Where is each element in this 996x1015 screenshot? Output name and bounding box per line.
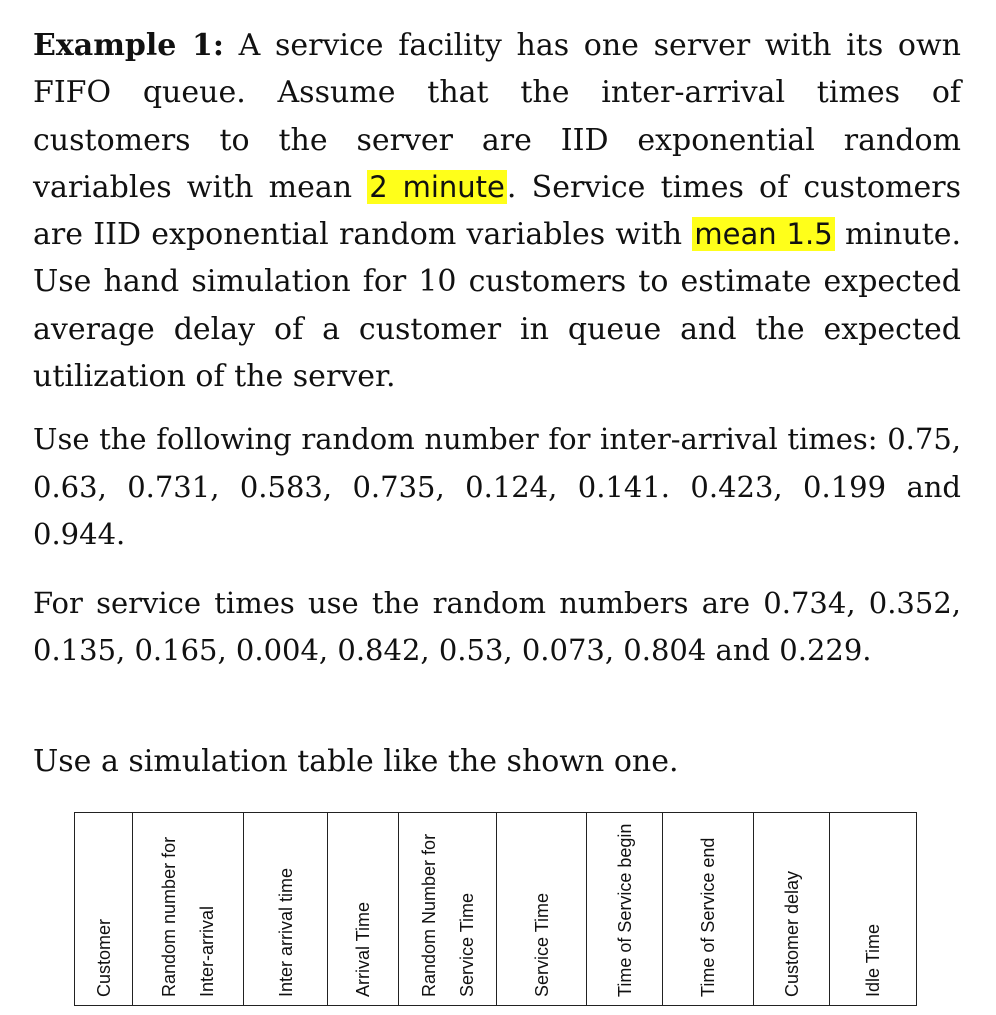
col-label: Arrival Time xyxy=(353,901,373,997)
col-interarrival-time xyxy=(244,813,328,1006)
col-label: Time of Service begin xyxy=(614,823,635,997)
highlight-service-mean: mean 1.5 xyxy=(694,217,833,252)
highlight-interarrival-mean: 2 minute xyxy=(369,169,505,204)
col-service-time xyxy=(497,813,587,1006)
col-arrival-time xyxy=(328,813,399,1006)
col-label: Random number for Inter-arrival xyxy=(159,836,217,997)
col-label: Time of Service end xyxy=(698,837,718,997)
col-label: Customer xyxy=(93,918,114,997)
statement-text-c: minute. Use hand simulation for 10 customers to estimate expected average delay of a customer in queue and the expected utilization of the server. xyxy=(33,217,961,395)
table-header-row xyxy=(75,813,917,1006)
example-label: Example 1: xyxy=(33,28,224,63)
col-customer xyxy=(75,813,133,1006)
interarrival-random-numbers: Use the following random number for inter-arrival times: 0.75, 0.63, 0.731, 0.583, 0.735, 0.124, 0.141. 0.423, 0.199 and 0.944. xyxy=(33,422,961,551)
col-idle-time xyxy=(830,813,917,1006)
col-label: Service Time xyxy=(531,892,552,997)
statement-text-a: A service facility has one server with its own FIFO queue. Assume that the inter-arrival times of customers to the server are IID exponential random variables with mean xyxy=(33,28,961,205)
service-random-numbers: For service times use the random numbers are 0.734, 0.352, 0.135, 0.165, 0.004, 0.842, 0.53, 0.073, 0.804 and 0.229. xyxy=(33,586,961,667)
statement-text-b: . Service times of customers are IID exponential random variables with xyxy=(33,169,961,253)
col-service-end xyxy=(663,813,754,1006)
table-instruction: Use a simulation table like the shown one. xyxy=(33,744,679,779)
simulation-table xyxy=(74,812,917,1006)
col-label: Random Number for Service Time xyxy=(418,833,477,997)
col-random-service xyxy=(399,813,497,1006)
col-random-interarrival xyxy=(133,813,244,1006)
col-service-begin xyxy=(587,813,663,1006)
col-label: Idle Time xyxy=(863,923,883,997)
problem-statement xyxy=(33,22,961,400)
col-label: Customer delay xyxy=(781,870,802,997)
col-label: Inter arrival time xyxy=(275,867,296,997)
col-customer-delay xyxy=(754,813,830,1006)
